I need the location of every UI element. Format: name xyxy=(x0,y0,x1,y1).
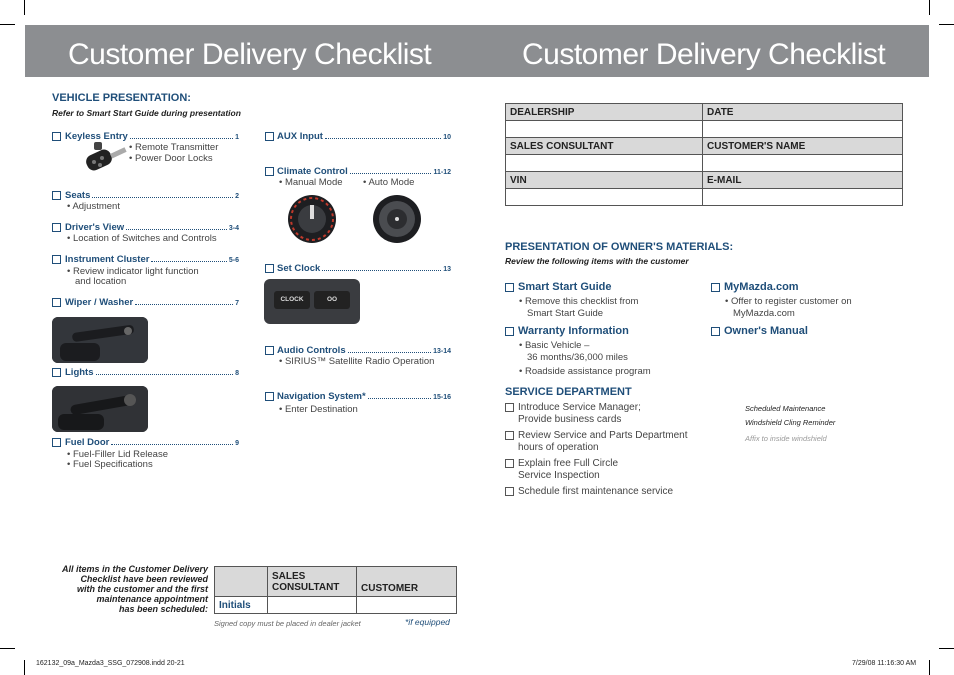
crop-mark xyxy=(24,0,25,15)
item-mymazda: MyMazda.com xyxy=(724,281,799,293)
checkbox-fuel-door[interactable] xyxy=(52,438,61,447)
item-audio-controls: Audio Controls 13-14 xyxy=(277,345,451,356)
bullet-basic-vehicle-cont: 36 months/36,000 miles xyxy=(527,352,628,363)
checkbox-set-clock[interactable] xyxy=(265,264,274,273)
bullet-switches-controls: • Location of Switches and Controls xyxy=(67,233,217,244)
bullet-enter-destination: • Enter Destination xyxy=(279,404,358,415)
bullet-fuel-specs: • Fuel Specifications xyxy=(67,459,153,470)
bullet-manual-mode: • Manual Mode xyxy=(279,177,343,188)
item-instrument-cluster: Instrument Cluster 5-6 xyxy=(65,254,239,265)
signed-copy-note: Signed copy must be placed in dealer jacket xyxy=(214,619,361,628)
page-title-left: Customer Delivery Checklist xyxy=(68,38,432,71)
checkbox-instrument-cluster[interactable] xyxy=(52,255,61,264)
wiper-stalk-photo xyxy=(52,317,148,363)
service-department-title: SERVICE DEPARTMENT xyxy=(505,386,632,398)
item-fuel-door: Fuel Door 9 xyxy=(65,437,239,448)
key-fob-image xyxy=(80,140,132,185)
bullet-indicator-light: • Review indicator light function xyxy=(67,266,199,277)
cling-line-2: Windshield Cling Reminder xyxy=(745,418,836,427)
manual-climate-dial-photo xyxy=(285,194,339,249)
crop-mark xyxy=(929,0,930,15)
lights-stalk-photo xyxy=(52,386,148,432)
checkbox-warranty-information[interactable] xyxy=(505,327,514,336)
vin-field[interactable] xyxy=(506,189,703,206)
checkbox-audio-controls[interactable] xyxy=(265,346,274,355)
bullet-power-door-locks: • Power Door Locks xyxy=(129,153,213,164)
crop-mark xyxy=(939,648,954,649)
clock-button-label: CLOCK xyxy=(274,291,310,309)
vehicle-presentation-subtitle: Refer to Smart Start Guide during presentation xyxy=(52,108,241,118)
checkbox-keyless-entry[interactable] xyxy=(52,132,61,141)
label-dealership: DEALERSHIP xyxy=(506,104,703,121)
bullet-adjustment: • Adjustment xyxy=(67,201,120,212)
col-customer: CUSTOMER xyxy=(357,567,457,597)
item-introduce-service-manager: Introduce Service Manager; Provide business cards xyxy=(518,402,641,425)
checkbox-seats[interactable] xyxy=(52,191,61,200)
item-lights: Lights 8 xyxy=(65,367,239,378)
signoff-note: All items in the Customer Delivery Checklist have been reviewed with the customer and the first maintenance appointment has been scheduled: xyxy=(61,564,208,614)
vehicle-presentation-title: VEHICLE PRESENTATION: xyxy=(52,92,191,104)
owners-materials-subtitle: Review the following items with the customer xyxy=(505,256,689,266)
clock-button-photo xyxy=(264,279,360,324)
checkbox-mymazda[interactable] xyxy=(711,283,720,292)
checkbox-smart-start-guide[interactable] xyxy=(505,283,514,292)
label-email: E-MAIL xyxy=(703,172,903,189)
label-sales-consultant: SALES CONSULTANT xyxy=(506,138,703,155)
label-vin: VIN xyxy=(506,172,703,189)
cling-line-3: Affix to inside windshield xyxy=(745,434,827,443)
bullet-register-customer: • Offer to register customer on xyxy=(725,296,852,307)
sales-consultant-field[interactable] xyxy=(506,155,703,172)
item-explain-full-circle: Explain free Full Circle Service Inspection xyxy=(518,458,619,481)
footer-timestamp: 7/29/08 11:16:30 AM xyxy=(852,660,917,667)
checkbox-navigation-system[interactable] xyxy=(265,392,274,401)
item-seats: Seats 2 xyxy=(65,190,239,201)
crop-mark xyxy=(0,24,15,25)
date-field[interactable] xyxy=(703,121,903,138)
col-sales-consultant: SALES CONSULTANT xyxy=(268,567,357,597)
checkbox-lights[interactable] xyxy=(52,368,61,377)
checkbox-aux-input[interactable] xyxy=(265,132,274,141)
cling-line-1: Scheduled Maintenance xyxy=(745,404,826,413)
bullet-remove-checklist-cont: Smart Start Guide xyxy=(527,308,604,319)
item-owners-manual: Owner's Manual xyxy=(724,325,808,337)
crop-mark xyxy=(0,648,15,649)
item-schedule-maintenance: Schedule first maintenance service xyxy=(518,486,674,497)
dealership-field[interactable] xyxy=(506,121,703,138)
customer-initials-field[interactable] xyxy=(357,597,457,614)
bullet-fuel-filler: • Fuel-Filler Lid Release xyxy=(67,449,169,460)
bullet-auto-mode: • Auto Mode xyxy=(363,177,415,188)
label-date: DATE xyxy=(703,104,903,121)
crop-mark xyxy=(939,24,954,25)
item-review-service-hours: Review Service and Parts Department hours of operation xyxy=(518,430,688,453)
bullet-roadside-assistance: • Roadside assistance program xyxy=(519,366,651,377)
crop-mark xyxy=(929,660,930,675)
email-field[interactable] xyxy=(703,189,903,206)
label-customers-name: CUSTOMER'S NAME xyxy=(703,138,903,155)
row-initials: Initials xyxy=(215,597,268,614)
checkbox-owners-manual[interactable] xyxy=(711,327,720,336)
checkbox-explain-full-circle[interactable] xyxy=(505,459,514,468)
item-navigation-system: Navigation System* 15-16 xyxy=(277,391,451,402)
owners-materials-title: PRESENTATION OF OWNER'S MATERIALS: xyxy=(505,241,734,253)
page-title-right: Customer Delivery Checklist xyxy=(522,38,886,71)
item-warranty-information: Warranty Information xyxy=(518,325,629,337)
auto-climate-dial-photo xyxy=(370,194,424,249)
bullet-remote-transmitter: • Remote Transmitter xyxy=(129,142,219,153)
checkbox-climate-control[interactable] xyxy=(265,167,274,176)
checkbox-drivers-view[interactable] xyxy=(52,223,61,232)
item-smart-start-guide: Smart Start Guide xyxy=(518,281,612,293)
bullet-basic-vehicle: • Basic Vehicle – xyxy=(519,340,590,351)
bullet-indicator-light-cont: and location xyxy=(75,276,127,287)
dealer-info-form xyxy=(505,103,903,206)
item-aux-input: AUX Input 10 xyxy=(277,131,451,142)
footer-file-name: 162132_09a_Mazda3_SSG_072908.indd 20-21 xyxy=(36,660,185,667)
oo-button-label: OO xyxy=(314,291,350,309)
customers-name-field[interactable] xyxy=(703,155,903,172)
checkbox-schedule-maintenance[interactable] xyxy=(505,487,514,496)
sales-consultant-initials-field[interactable] xyxy=(268,597,357,614)
bullet-remove-checklist: • Remove this checklist from xyxy=(519,296,639,307)
bullet-sirius: • SIRIUS™ Satellite Radio Operation xyxy=(279,356,435,367)
crop-mark xyxy=(24,660,25,675)
initials-table xyxy=(214,566,457,614)
bullet-register-customer-cont: MyMazda.com xyxy=(733,308,795,319)
item-wiper-washer: Wiper / Washer 7 xyxy=(65,297,239,308)
item-climate-control: Climate Control 11-12 xyxy=(277,166,451,177)
if-equipped-note: *if equipped xyxy=(405,617,450,627)
checkbox-introduce-service-manager[interactable] xyxy=(505,403,514,412)
checkbox-review-service-hours[interactable] xyxy=(505,431,514,440)
checkbox-wiper-washer[interactable] xyxy=(52,298,61,307)
item-keyless-entry: Keyless Entry 1 xyxy=(65,131,239,142)
item-set-clock: Set Clock 13 xyxy=(277,263,451,274)
item-drivers-view: Driver's View 3-4 xyxy=(65,222,239,233)
